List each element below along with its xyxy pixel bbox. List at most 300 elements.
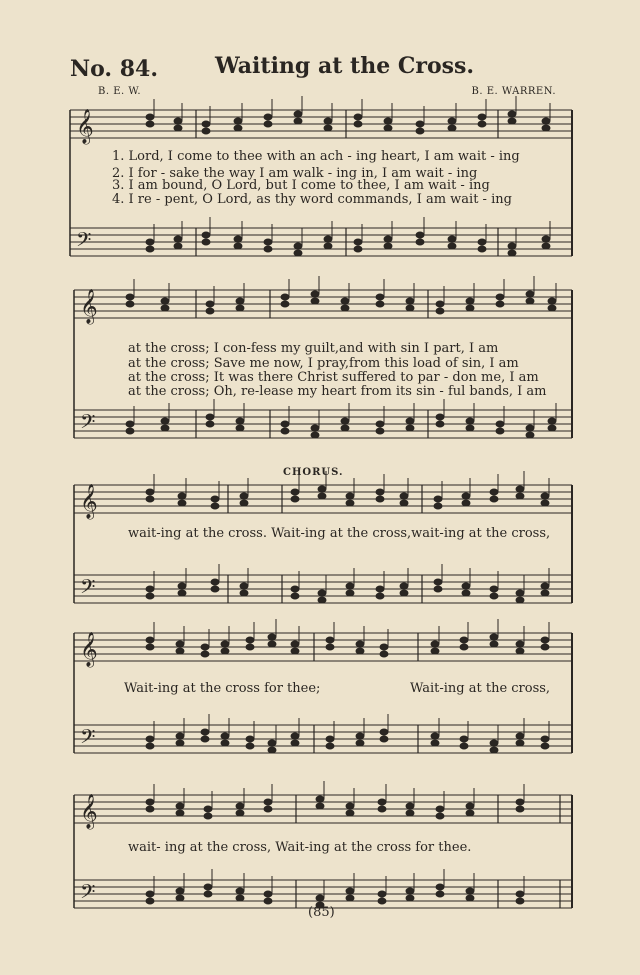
note-head <box>126 301 134 307</box>
note-head <box>211 586 219 592</box>
note-head <box>448 236 456 242</box>
chorus-line-1: wait-ing at the cross. Wait-ing at the cross,wait-ing at the cross, <box>128 526 551 541</box>
note-head <box>434 579 442 585</box>
verse-1-line-2: at the cross; I con-fess my guilt,and with sin I part, I am <box>128 341 499 356</box>
note-head <box>311 298 319 304</box>
treble-clef-icon: 𝄞 <box>80 632 98 667</box>
note-head <box>416 121 424 127</box>
note-head <box>264 891 272 897</box>
note-head <box>234 118 242 124</box>
note-head <box>346 500 354 506</box>
note-head <box>406 895 414 901</box>
note-head <box>174 118 182 124</box>
note-head <box>548 298 556 304</box>
note-head <box>204 806 212 812</box>
note-head <box>268 747 276 753</box>
note-head <box>541 743 549 749</box>
note-head <box>406 418 414 424</box>
note-head <box>294 250 302 256</box>
note-head <box>516 648 524 654</box>
verse-4-line-1: 4. I re - pent, O Lord, as thy word commands, I am wait - ing <box>112 192 512 207</box>
note-head <box>516 597 524 603</box>
note-head <box>291 496 299 502</box>
note-head <box>176 641 184 647</box>
note-head <box>146 121 154 127</box>
note-head <box>542 243 550 249</box>
note-head <box>126 294 134 300</box>
note-head <box>146 806 154 812</box>
note-head <box>240 493 248 499</box>
note-head <box>541 637 549 643</box>
note-head <box>354 121 362 127</box>
note-head <box>174 125 182 131</box>
note-head <box>466 418 474 424</box>
note-head <box>400 493 408 499</box>
note-head <box>268 634 276 640</box>
note-head <box>516 740 524 746</box>
note-head <box>206 414 214 420</box>
note-head <box>264 799 272 805</box>
note-head <box>406 425 414 431</box>
note-head <box>434 496 442 502</box>
note-head <box>376 301 384 307</box>
note-head <box>448 243 456 249</box>
note-head <box>264 239 272 245</box>
page-number: (85) <box>308 905 335 920</box>
note-head <box>466 305 474 311</box>
note-head <box>400 500 408 506</box>
music-credit: B. E. WARREN. <box>471 86 556 97</box>
note-head <box>236 305 244 311</box>
note-head <box>490 496 498 502</box>
note-head <box>161 418 169 424</box>
note-head <box>378 891 386 897</box>
note-head <box>201 729 209 735</box>
note-head <box>490 593 498 599</box>
note-head <box>541 583 549 589</box>
note-head <box>376 421 384 427</box>
note-head <box>436 813 444 819</box>
note-head <box>466 803 474 809</box>
note-head <box>246 736 254 742</box>
note-head <box>460 743 468 749</box>
note-head <box>406 810 414 816</box>
note-head <box>178 500 186 506</box>
note-head <box>146 114 154 120</box>
note-head <box>380 729 388 735</box>
note-head <box>326 743 334 749</box>
note-head <box>318 590 326 596</box>
note-head <box>294 118 302 124</box>
note-head <box>146 496 154 502</box>
note-head <box>341 418 349 424</box>
note-head <box>146 637 154 643</box>
note-head <box>291 489 299 495</box>
note-head <box>434 586 442 592</box>
note-head <box>294 243 302 249</box>
note-head <box>508 250 516 256</box>
note-head <box>324 243 332 249</box>
verse-4-line-2: at the cross; Oh, re-lease my heart from its sin - ful bands, I am <box>128 384 547 399</box>
note-head <box>354 114 362 120</box>
note-head <box>436 421 444 427</box>
note-head <box>378 799 386 805</box>
bass-clef-icon: 𝄢 <box>80 880 96 908</box>
note-head <box>516 486 524 492</box>
note-head <box>431 733 439 739</box>
treble-clef-icon: 𝄞 <box>80 289 98 324</box>
verse-1-line-1: 1. Lord, I come to thee with an ach - ing heart, I am wait - ing <box>112 149 520 164</box>
note-head <box>460 644 468 650</box>
note-head <box>204 884 212 890</box>
note-head <box>201 644 209 650</box>
note-head <box>516 733 524 739</box>
note-head <box>146 246 154 252</box>
note-head <box>178 590 186 596</box>
note-head <box>356 733 364 739</box>
note-head <box>376 294 384 300</box>
note-head <box>526 432 534 438</box>
note-head <box>376 593 384 599</box>
note-head <box>202 128 210 134</box>
note-head <box>406 888 414 894</box>
note-head <box>436 806 444 812</box>
note-head <box>448 125 456 131</box>
note-head <box>326 644 334 650</box>
note-head <box>236 425 244 431</box>
note-head <box>146 239 154 245</box>
note-head <box>376 428 384 434</box>
note-head <box>234 243 242 249</box>
note-head <box>202 239 210 245</box>
note-head <box>478 239 486 245</box>
note-head <box>478 121 486 127</box>
note-head <box>146 891 154 897</box>
bass-clef-icon: 𝄢 <box>80 575 96 603</box>
note-head <box>264 114 272 120</box>
note-head <box>542 118 550 124</box>
note-head <box>281 421 289 427</box>
note-head <box>436 884 444 890</box>
note-head <box>240 590 248 596</box>
note-head <box>176 888 184 894</box>
note-head <box>236 895 244 901</box>
note-head <box>416 232 424 238</box>
note-head <box>436 414 444 420</box>
note-head <box>508 118 516 124</box>
note-head <box>548 305 556 311</box>
note-head <box>436 301 444 307</box>
note-head <box>400 583 408 589</box>
note-head <box>341 305 349 311</box>
note-head <box>291 641 299 647</box>
note-head <box>291 586 299 592</box>
note-head <box>146 586 154 592</box>
note-head <box>466 810 474 816</box>
note-head <box>496 294 504 300</box>
note-head <box>356 648 364 654</box>
note-head <box>264 898 272 904</box>
note-head <box>206 308 214 314</box>
note-head <box>416 128 424 134</box>
note-head <box>246 637 254 643</box>
note-head <box>384 243 392 249</box>
note-head <box>341 298 349 304</box>
note-head <box>406 298 414 304</box>
note-head <box>240 583 248 589</box>
note-head <box>294 111 302 117</box>
note-head <box>268 740 276 746</box>
note-head <box>316 796 324 802</box>
note-head <box>346 583 354 589</box>
note-head <box>542 125 550 131</box>
note-head <box>234 125 242 131</box>
note-head <box>236 888 244 894</box>
note-head <box>318 597 326 603</box>
note-head <box>236 803 244 809</box>
treble-clef-icon: 𝄞 <box>80 484 98 519</box>
note-head <box>146 799 154 805</box>
hymn-title: Waiting at the Cross. <box>215 53 475 79</box>
note-head <box>264 806 272 812</box>
note-head <box>246 743 254 749</box>
note-head <box>496 428 504 434</box>
note-head <box>146 743 154 749</box>
note-head <box>541 590 549 596</box>
note-head <box>436 891 444 897</box>
note-head <box>311 432 319 438</box>
note-head <box>466 425 474 431</box>
note-head <box>431 641 439 647</box>
note-head <box>146 593 154 599</box>
note-head <box>490 634 498 640</box>
note-head <box>436 308 444 314</box>
note-head <box>496 301 504 307</box>
note-head <box>281 294 289 300</box>
note-head <box>161 305 169 311</box>
note-head <box>548 425 556 431</box>
note-head <box>318 486 326 492</box>
note-head <box>236 298 244 304</box>
treble-clef-icon: 𝄞 <box>80 794 98 829</box>
note-head <box>466 888 474 894</box>
note-head <box>354 239 362 245</box>
note-head <box>176 733 184 739</box>
note-head <box>380 644 388 650</box>
note-head <box>161 298 169 304</box>
note-head <box>346 590 354 596</box>
verse-2-line-2: at the cross; Save me now, I pray,from this load of sin, I am <box>128 356 519 371</box>
hymn-number: No. 84. <box>70 56 158 82</box>
note-head <box>291 648 299 654</box>
note-head <box>341 425 349 431</box>
note-head <box>178 583 186 589</box>
note-head <box>178 493 186 499</box>
note-head <box>174 243 182 249</box>
note-head <box>526 298 534 304</box>
note-head <box>176 648 184 654</box>
note-head <box>346 493 354 499</box>
note-head <box>211 579 219 585</box>
note-head <box>380 736 388 742</box>
note-head <box>508 111 516 117</box>
note-head <box>516 590 524 596</box>
note-head <box>462 583 470 589</box>
note-head <box>516 898 524 904</box>
note-head <box>384 118 392 124</box>
chorus-line-3: wait- ing at the cross, Wait-ing at the cross for thee. <box>128 840 472 855</box>
note-head <box>378 806 386 812</box>
note-head <box>240 500 248 506</box>
note-head <box>490 489 498 495</box>
verse-2-line-1: 2. I for - sake the way I am walk - ing in, I am wait - ing <box>112 166 478 181</box>
chorus-label: CHORUS. <box>283 467 344 478</box>
note-head <box>176 810 184 816</box>
note-head <box>221 733 229 739</box>
note-head <box>356 740 364 746</box>
note-head <box>406 803 414 809</box>
note-head <box>146 489 154 495</box>
note-head <box>161 425 169 431</box>
note-head <box>490 740 498 746</box>
note-head <box>354 246 362 252</box>
note-head <box>346 895 354 901</box>
note-head <box>221 641 229 647</box>
note-head <box>526 425 534 431</box>
note-head <box>268 641 276 647</box>
note-head <box>176 803 184 809</box>
note-head <box>346 803 354 809</box>
note-head <box>126 428 134 434</box>
note-head <box>478 246 486 252</box>
note-head <box>490 586 498 592</box>
note-head <box>236 810 244 816</box>
note-head <box>541 500 549 506</box>
note-head <box>346 810 354 816</box>
note-head <box>516 641 524 647</box>
note-head <box>324 236 332 242</box>
note-head <box>516 891 524 897</box>
note-head <box>380 651 388 657</box>
note-head <box>378 898 386 904</box>
note-head <box>462 493 470 499</box>
note-head <box>281 301 289 307</box>
bass-clef-icon: 𝄢 <box>80 410 96 438</box>
note-head <box>326 736 334 742</box>
note-head <box>146 736 154 742</box>
note-head <box>346 888 354 894</box>
note-head <box>448 118 456 124</box>
note-head <box>376 586 384 592</box>
note-head <box>146 898 154 904</box>
note-head <box>291 740 299 746</box>
note-head <box>316 803 324 809</box>
note-head <box>508 243 516 249</box>
note-head <box>460 637 468 643</box>
note-head <box>384 125 392 131</box>
note-head <box>416 239 424 245</box>
bass-clef-icon: 𝄢 <box>76 228 92 256</box>
note-head <box>174 236 182 242</box>
note-head <box>204 891 212 897</box>
chorus-line-2a: Wait-ing at the cross for thee; <box>124 681 321 696</box>
note-head <box>206 421 214 427</box>
note-head <box>311 291 319 297</box>
note-head <box>516 806 524 812</box>
note-head <box>264 121 272 127</box>
note-head <box>541 644 549 650</box>
note-head <box>376 489 384 495</box>
bass-clef-icon: 𝄢 <box>80 725 96 753</box>
note-head <box>246 644 254 650</box>
note-head <box>202 232 210 238</box>
note-head <box>221 740 229 746</box>
note-head <box>204 813 212 819</box>
note-head <box>326 637 334 643</box>
treble-clef-icon: 𝄞 <box>76 109 94 144</box>
note-head <box>542 236 550 242</box>
note-head <box>281 428 289 434</box>
note-head <box>490 641 498 647</box>
note-head <box>221 648 229 654</box>
note-head <box>126 421 134 427</box>
note-head <box>490 747 498 753</box>
note-head <box>311 425 319 431</box>
note-head <box>478 114 486 120</box>
note-head <box>462 590 470 596</box>
note-head <box>236 418 244 424</box>
note-head <box>202 121 210 127</box>
note-head <box>516 799 524 805</box>
note-head <box>356 641 364 647</box>
note-head <box>201 736 209 742</box>
note-head <box>541 493 549 499</box>
note-head <box>146 644 154 650</box>
note-head <box>462 500 470 506</box>
note-head <box>406 305 414 311</box>
note-head <box>316 895 324 901</box>
note-head <box>384 236 392 242</box>
note-head <box>291 593 299 599</box>
note-head <box>376 496 384 502</box>
verse-3-line-2: at the cross; It was there Christ suffered to par - don me, I am <box>128 370 539 385</box>
note-head <box>548 418 556 424</box>
note-head <box>526 291 534 297</box>
note-head <box>496 421 504 427</box>
note-head <box>206 301 214 307</box>
note-head <box>541 736 549 742</box>
verse-3-line-1: 3. I am bound, O Lord, but I come to thee, I am wait - ing <box>112 178 490 193</box>
note-head <box>318 493 326 499</box>
note-head <box>434 503 442 509</box>
note-head <box>324 118 332 124</box>
note-head <box>264 246 272 252</box>
note-head <box>466 298 474 304</box>
note-head <box>211 496 219 502</box>
note-head <box>324 125 332 131</box>
note-head <box>460 736 468 742</box>
note-head <box>400 590 408 596</box>
chorus-line-2b: Wait-ing at the cross, <box>410 681 551 696</box>
words-credit: B. E. W. <box>98 86 142 97</box>
note-head <box>466 895 474 901</box>
note-head <box>176 740 184 746</box>
note-head <box>211 503 219 509</box>
note-head <box>516 493 524 499</box>
note-head <box>291 733 299 739</box>
note-head <box>234 236 242 242</box>
note-head <box>431 648 439 654</box>
